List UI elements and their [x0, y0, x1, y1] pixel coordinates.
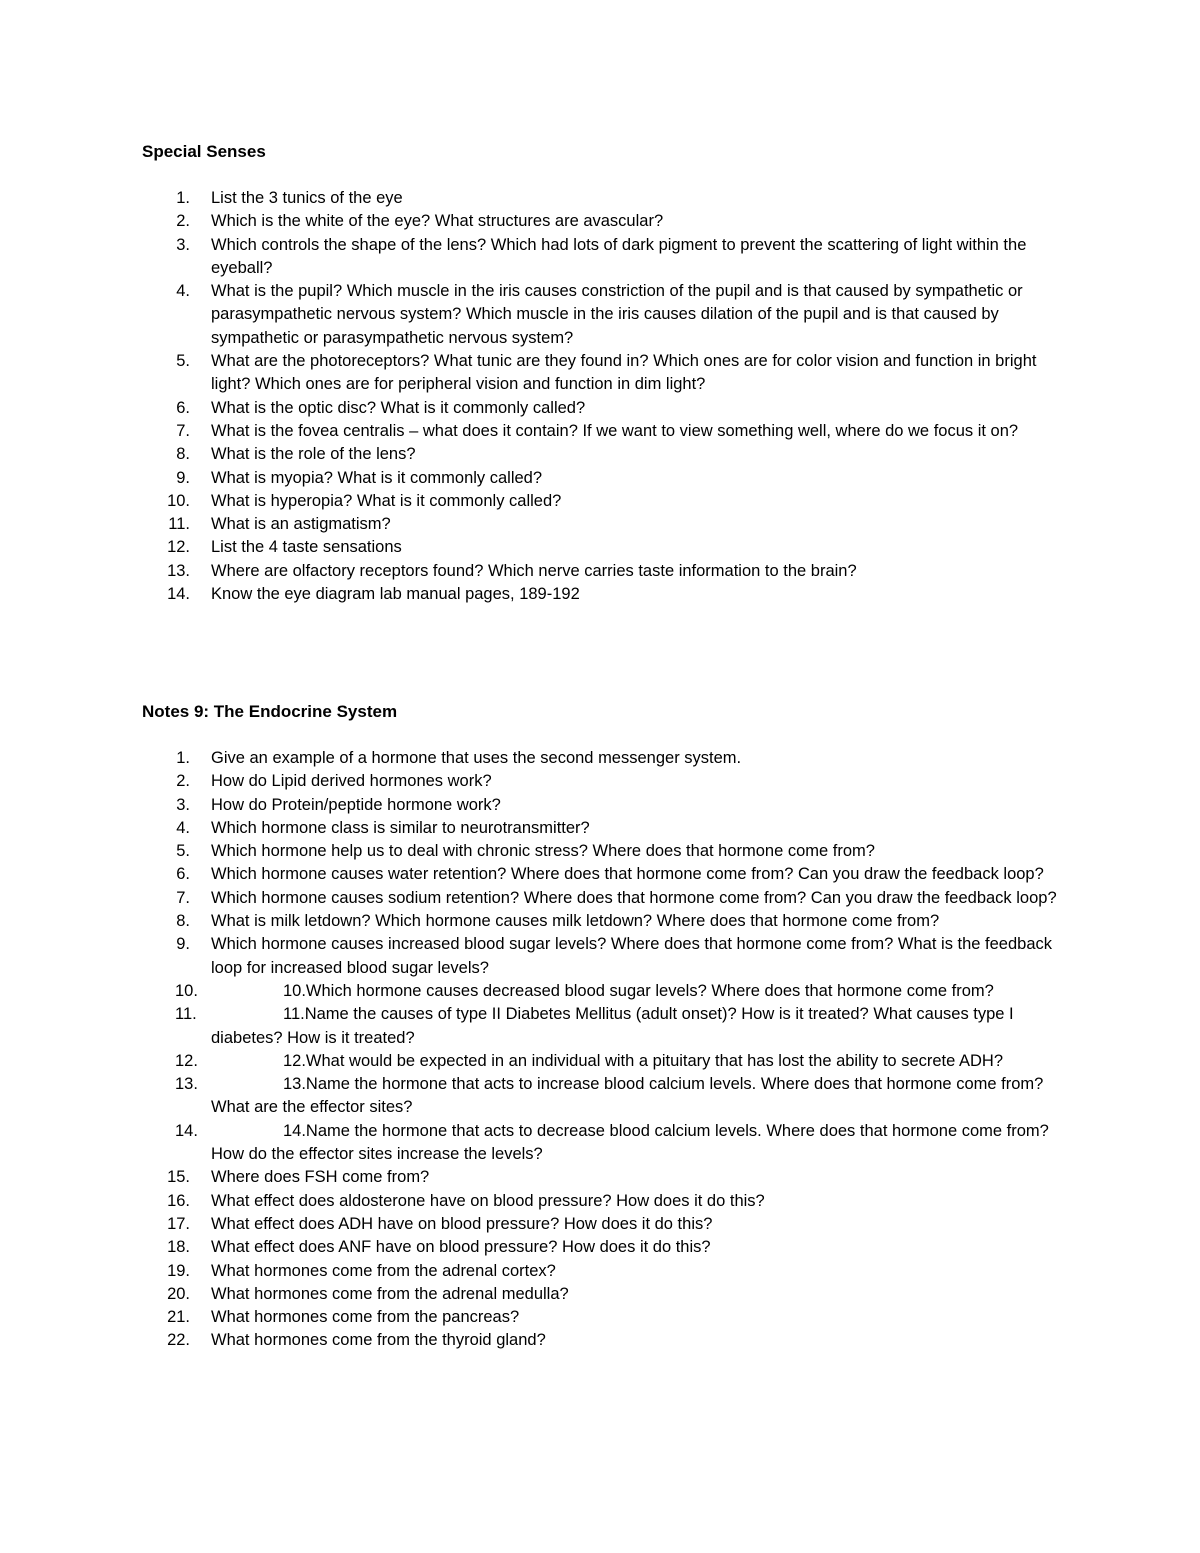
item-number: 13.	[167, 561, 190, 580]
item-number: 8.	[176, 912, 190, 931]
list-item	[142, 1050, 1072, 1073]
item-text: Which hormone causes sodium retention? Where does that hormone come from? Can you draw the feedback loop?	[211, 888, 1057, 907]
item-text: Give an example of a hormone that uses the second messenger system.	[211, 749, 742, 767]
item-text: What is the role of the lens?	[211, 445, 416, 464]
list-item	[142, 1166, 1072, 1189]
item-number: 21.	[167, 1308, 190, 1327]
item-text: 13.Name the hormone that acts to increase blood calcium levels. Where does that hormone come from? What are the effector sites?	[211, 1075, 1044, 1117]
list-item	[142, 350, 1072, 397]
list-item	[142, 770, 1072, 793]
item-number: 19.	[167, 1261, 190, 1280]
item-number: 6.	[176, 865, 190, 884]
item-number: 7.	[176, 888, 190, 907]
item-number: 18.	[167, 1238, 190, 1257]
item-number: 9.	[176, 468, 190, 487]
list-item	[142, 817, 1072, 840]
list-item	[142, 536, 1072, 559]
list-item	[142, 887, 1072, 910]
item-number: 12.	[175, 1051, 198, 1070]
item-text: 14.Name the hormone that acts to decrease blood calcium levels. Where does that hormone come from? How do the effector sites increase the levels?	[211, 1121, 1049, 1164]
list-item	[142, 1003, 1072, 1050]
list-item	[142, 397, 1072, 420]
item-number: 17.	[167, 1214, 190, 1233]
item-number: 20.	[167, 1284, 190, 1303]
item-text: What hormones come from the adrenal medulla?	[211, 1284, 569, 1303]
special-senses-section	[142, 141, 1072, 606]
list-item	[142, 1120, 1072, 1167]
list-item	[142, 234, 1072, 281]
list-item	[142, 467, 1072, 490]
item-text: What is the optic disc? What is it commonly called?	[211, 398, 586, 417]
list-item	[142, 513, 1072, 536]
item-text: What is myopia? What is it commonly called?	[211, 468, 543, 487]
item-text: List the 4 taste sensations	[211, 538, 402, 557]
item-text: 10.Which hormone causes decreased blood sugar levels? Where does that hormone come from?	[283, 981, 994, 1000]
list-item	[142, 1283, 1072, 1306]
list-item	[142, 1073, 1072, 1120]
item-text: Know the eye diagram lab manual pages, 189-192	[211, 585, 580, 604]
item-number: 4.	[176, 282, 190, 301]
item-text: Where does FSH come from?	[211, 1168, 430, 1187]
item-number: 16.	[167, 1191, 190, 1210]
item-number: 11.	[175, 1005, 197, 1024]
list-item	[142, 280, 1072, 350]
item-text: 12.What would be expected in an individual with a pituitary that has lost the ability to secrete ADH?	[283, 1051, 1003, 1070]
list-item	[142, 187, 1072, 210]
item-text: What hormones come from the adrenal cortex?	[211, 1261, 556, 1280]
list-item	[142, 910, 1072, 933]
list-item	[142, 490, 1072, 513]
list-item	[142, 583, 1072, 606]
item-number: 5.	[176, 842, 190, 861]
item-text: What is milk letdown? Which hormone causes milk letdown? Where does that hormone come from?	[211, 912, 940, 931]
list-item	[142, 980, 1072, 1003]
list-item	[142, 1260, 1072, 1283]
item-text: Where are olfactory receptors found? Which nerve carries taste information to the brain?	[211, 561, 857, 580]
list-item	[142, 1190, 1072, 1213]
item-text: What is an astigmatism?	[211, 515, 391, 534]
list-item	[142, 1236, 1072, 1259]
list-item	[142, 210, 1072, 233]
item-text: List the 3 tunics of the eye	[211, 189, 403, 207]
question-list	[142, 747, 1072, 1353]
list-item	[142, 863, 1072, 886]
item-text: 11.Name the causes of type II Diabetes Mellitus (adult onset)? How is it treated? What causes type I diabetes? How is it treated?	[211, 1005, 1014, 1047]
endocrine-system-section	[142, 701, 1072, 1353]
item-text: What effect does ADH have on blood pressure? How does it do this?	[211, 1214, 713, 1233]
item-number: 3.	[176, 235, 190, 254]
item-number: 10.	[167, 491, 190, 510]
item-number: 1.	[176, 189, 190, 207]
item-number: 22.	[167, 1331, 190, 1350]
item-text: Which hormone help us to deal with chronic stress? Where does that hormone come from?	[211, 842, 875, 861]
item-text: Which controls the shape of the lens? Which had lots of dark pigment to prevent the scattering of light within the eyeball?	[211, 235, 1027, 277]
item-number: 10.	[175, 981, 198, 1000]
list-item	[142, 1329, 1072, 1352]
list-item	[142, 420, 1072, 443]
item-number: 13.	[175, 1075, 198, 1094]
item-number: 14.	[167, 585, 190, 604]
item-number: 7.	[176, 421, 190, 440]
list-item	[142, 560, 1072, 583]
item-number: 4.	[176, 818, 190, 837]
list-item	[142, 1213, 1072, 1236]
item-number: 3.	[176, 795, 190, 814]
item-text: What are the photoreceptors? What tunic are they found in? Which ones are for color vision and function in bright light? Which ones are for peripheral vision and function in dim light?	[211, 352, 1037, 394]
item-text: What is the fovea centralis – what does it contain? If we want to view something well, where do we focus it on?	[211, 421, 1019, 440]
item-number: 2.	[176, 212, 190, 231]
item-number: 15.	[167, 1168, 190, 1187]
item-number: 11.	[168, 515, 190, 534]
list-item	[142, 794, 1072, 817]
item-number: 12.	[167, 538, 190, 557]
item-number: 2.	[176, 772, 190, 791]
item-text: How do Lipid derived hormones work?	[211, 772, 492, 791]
item-text: Which is the white of the eye? What structures are avascular?	[211, 212, 664, 231]
item-text: Which hormone class is similar to neurotransmitter?	[211, 818, 590, 837]
item-text: How do Protein/peptide hormone work?	[211, 795, 501, 814]
section-heading: Notes 9: The Endocrine System	[142, 702, 398, 721]
list-item	[142, 840, 1072, 863]
item-number: 14.	[175, 1121, 198, 1140]
item-text: What is hyperopia? What is it commonly called?	[211, 491, 562, 510]
list-item	[142, 1306, 1072, 1329]
list-item	[142, 443, 1072, 466]
item-number: 1.	[176, 749, 190, 767]
item-text: Which hormone causes water retention? Where does that hormone come from? Can you draw the feedback loop?	[211, 865, 1044, 884]
item-number: 9.	[176, 935, 190, 954]
item-text: What effect does ANF have on blood pressure? How does it do this?	[211, 1238, 711, 1257]
item-number: 6.	[176, 398, 190, 417]
item-text: What hormones come from the pancreas?	[211, 1308, 520, 1327]
item-number: 5.	[176, 352, 190, 371]
item-text: What is the pupil? Which muscle in the iris causes constriction of the pupil and is that caused by sympathetic or parasympathetic nervous system? Which muscle in the iris causes dilation of the pupil and is that caused by sympathetic or parasympathetic nervous system?	[211, 282, 1023, 347]
item-text: What effect does aldosterone have on blood pressure? How does it do this?	[211, 1191, 765, 1210]
item-text: Which hormone causes increased blood sugar levels? Where does that hormone come from? What is the feedback loop for increased blood sugar levels?	[211, 935, 1053, 977]
list-item	[142, 933, 1072, 980]
item-text: What hormones come from the thyroid gland?	[211, 1331, 546, 1350]
item-number: 8.	[176, 445, 190, 464]
list-item	[142, 747, 1072, 770]
section-heading: Special Senses	[142, 142, 266, 161]
question-list	[142, 187, 1072, 606]
